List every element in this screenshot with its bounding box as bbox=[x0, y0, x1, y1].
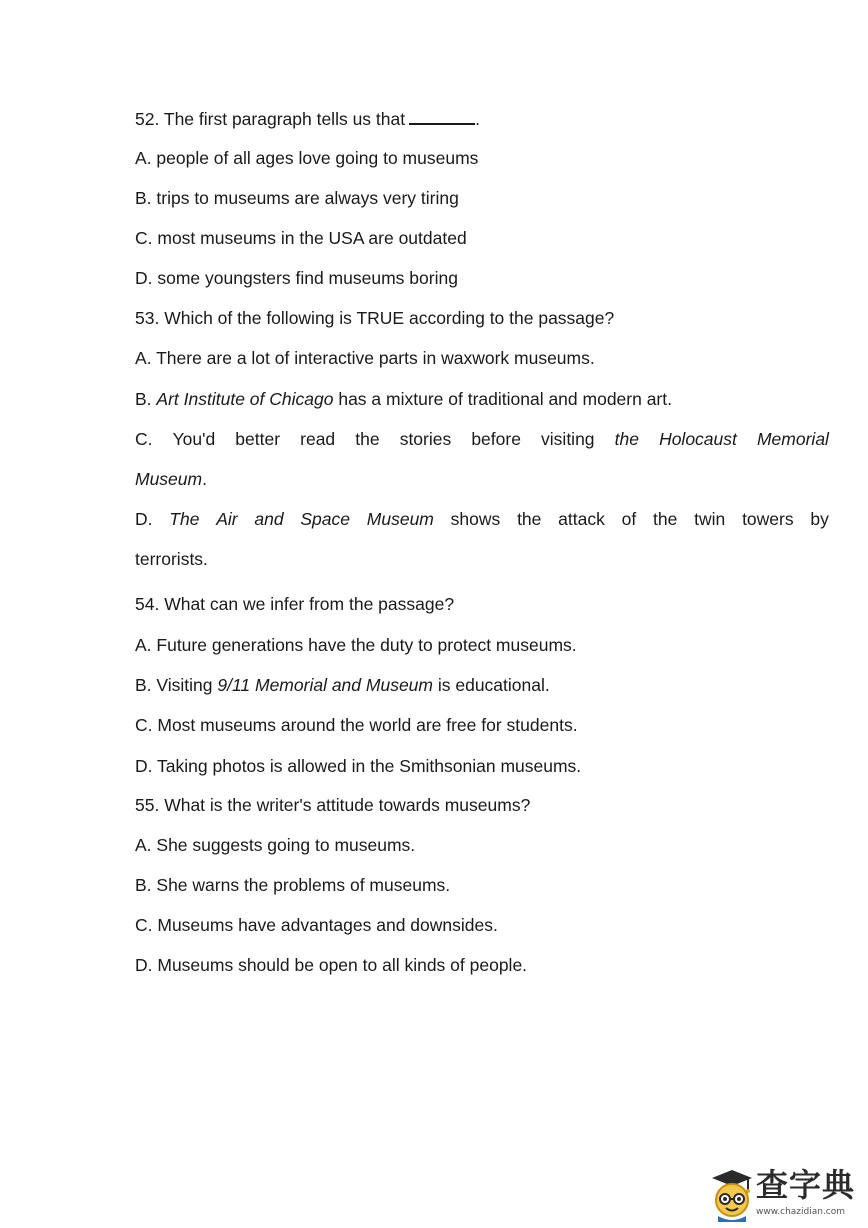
italic-word: Museum bbox=[366, 509, 434, 529]
italic-word: The bbox=[169, 509, 200, 529]
word: the bbox=[517, 509, 542, 529]
word: towers bbox=[742, 509, 794, 529]
question-53-stem: 53. Which of the following is TRUE according to the passage? bbox=[135, 308, 615, 328]
option-53-d-line1 bbox=[135, 508, 829, 530]
punctuation: . bbox=[202, 469, 207, 489]
question-end: . bbox=[475, 109, 480, 129]
option-55-a: A. She suggests going to museums. bbox=[135, 835, 416, 855]
word: of bbox=[621, 509, 637, 529]
option-53-d-line2: terrorists. bbox=[135, 549, 208, 569]
option-52-c: C. most museums in the USA are outdated bbox=[135, 228, 467, 248]
italic-word: Space bbox=[300, 509, 350, 529]
word: before bbox=[471, 429, 521, 449]
word: the bbox=[653, 509, 678, 529]
option-54-d: D. Taking photos is allowed in the Smithsonian museums. bbox=[135, 756, 582, 776]
mascot-icon bbox=[706, 1166, 754, 1224]
option-53-c-line2 bbox=[135, 468, 207, 490]
word: twin bbox=[694, 509, 726, 529]
italic-word: Memorial bbox=[756, 429, 829, 449]
word: stories bbox=[399, 429, 452, 449]
italic-word: Holocaust bbox=[659, 429, 737, 449]
italic-title: 9/11 Memorial and Museum bbox=[217, 675, 433, 695]
option-53-b bbox=[135, 388, 672, 410]
option-53-a: A. There are a lot of interactive parts in waxwork museums. bbox=[135, 348, 595, 368]
option-letter: D. bbox=[135, 509, 153, 529]
italic-word: and bbox=[254, 509, 284, 529]
word: read bbox=[300, 429, 336, 449]
option-text: is educational. bbox=[437, 675, 550, 695]
word: shows bbox=[450, 509, 501, 529]
option-55-c: C. Museums have advantages and downsides. bbox=[135, 915, 498, 935]
word: C. bbox=[135, 429, 153, 449]
question-55-stem: 55. What is the writer's attitude towards museums? bbox=[135, 795, 531, 815]
italic-word: Air bbox=[216, 509, 238, 529]
option-text: has a mixture of traditional and modern art. bbox=[338, 389, 672, 409]
question-54-stem: 54. What can we infer from the passage? bbox=[135, 594, 455, 614]
question-text: The first paragraph tells us that bbox=[163, 109, 406, 129]
option-54-a: A. Future generations have the duty to protect museums. bbox=[135, 635, 577, 655]
word: visiting bbox=[541, 429, 595, 449]
option-54-b bbox=[135, 674, 550, 696]
option-55-b: B. She warns the problems of museums. bbox=[135, 875, 451, 895]
word: attack bbox=[558, 509, 605, 529]
option-54-c: C. Most museums around the world are free for students. bbox=[135, 715, 578, 735]
word: You'd bbox=[172, 429, 216, 449]
question-number: 52. bbox=[135, 109, 160, 129]
italic-title: Art Institute of Chicago bbox=[156, 389, 334, 409]
watermark-logo bbox=[706, 1166, 864, 1224]
option-52-b: B. trips to museums are always very tiring bbox=[135, 188, 459, 208]
answer-blank bbox=[409, 107, 475, 125]
italic-word: Museum bbox=[135, 469, 203, 489]
option-52-a: A. people of all ages love going to museums bbox=[135, 148, 479, 168]
option-55-d: D. Museums should be open to all kinds of people. bbox=[135, 955, 528, 975]
question-52-stem bbox=[135, 107, 480, 130]
option-text: B. Visiting bbox=[135, 675, 213, 695]
option-53-c-line1 bbox=[135, 428, 829, 450]
italic-word: the bbox=[614, 429, 639, 449]
word: better bbox=[235, 429, 281, 449]
word: by bbox=[810, 509, 829, 529]
word: the bbox=[355, 429, 380, 449]
option-letter: B. bbox=[135, 389, 152, 409]
watermark-url: www.chazidian.com bbox=[756, 1207, 846, 1217]
option-52-d: D. some youngsters find museums boring bbox=[135, 268, 458, 288]
watermark-title: 查字典 bbox=[756, 1166, 856, 1204]
